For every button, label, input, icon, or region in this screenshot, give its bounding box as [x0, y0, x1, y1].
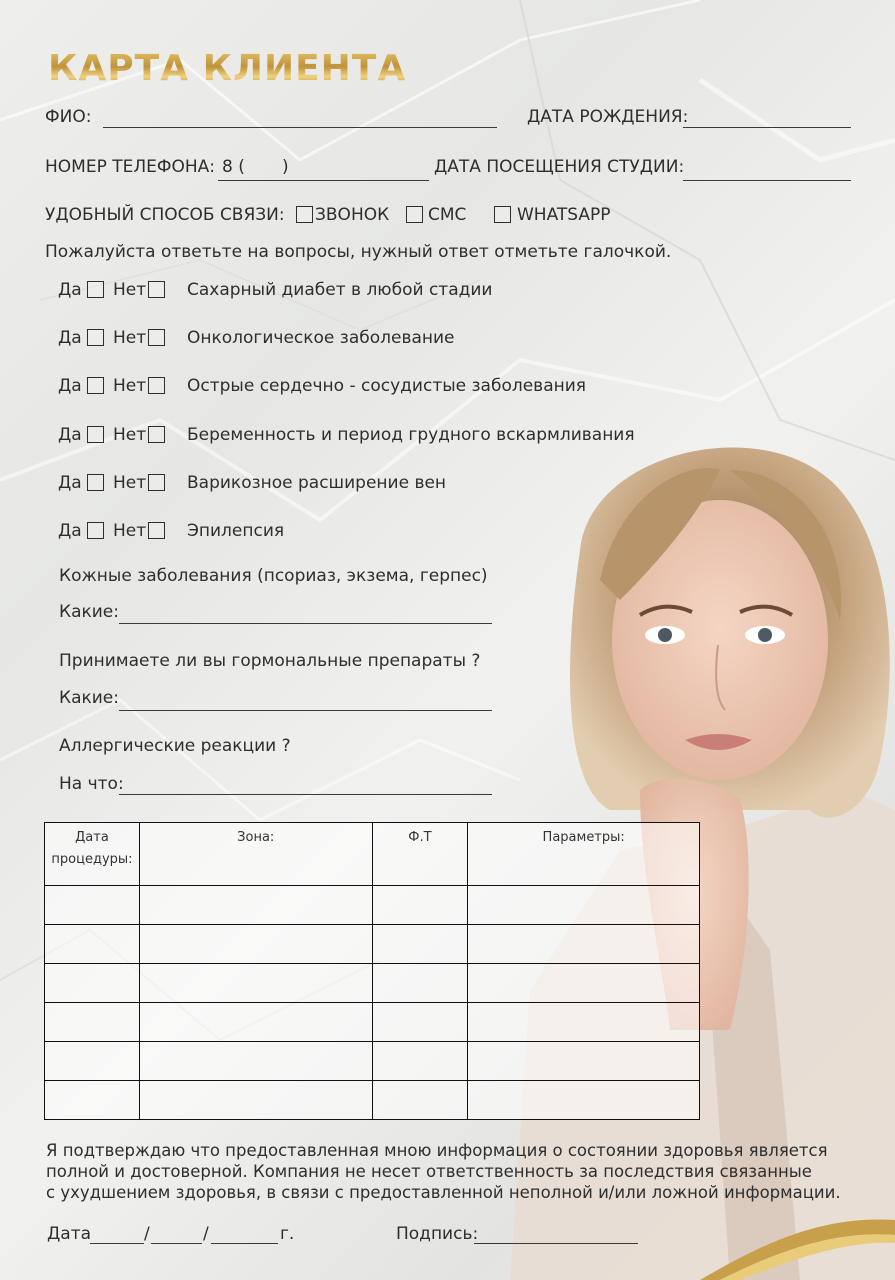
question-text: Эпилепсия: [187, 521, 285, 541]
signature-field[interactable]: [474, 1243, 638, 1244]
disclaimer-line: полной и достоверной. Компания не несет ответственность за последствия связанные: [46, 1162, 812, 1181]
table-cell[interactable]: [45, 1042, 140, 1081]
table-cell[interactable]: [139, 1081, 372, 1120]
checkbox-call[interactable]: [296, 206, 313, 223]
checkbox-whatsapp[interactable]: [494, 206, 511, 223]
no-label: Нет: [113, 328, 147, 348]
table-row: [45, 1081, 700, 1120]
table-cell[interactable]: [45, 1081, 140, 1120]
yes-label: Да: [58, 280, 82, 300]
table-cell[interactable]: [468, 886, 700, 925]
checkbox-yes[interactable]: [87, 377, 104, 394]
year-suffix: г.: [280, 1224, 295, 1244]
hormones-question: Принимаете ли вы гормональные препараты ?: [59, 651, 481, 671]
allergy-answer-field[interactable]: [119, 794, 492, 795]
skin-disease-answer-field[interactable]: [119, 623, 492, 624]
phone-close-paren: ): [282, 157, 289, 177]
contact-option-whatsapp: WHATSAPP: [517, 205, 611, 225]
checkbox-no[interactable]: [148, 329, 165, 346]
date-slash: /: [144, 1224, 150, 1244]
signature-label: Подпись:: [396, 1224, 479, 1244]
yes-label: Да: [58, 376, 82, 396]
header-ft: Ф.Т: [372, 823, 468, 886]
checkbox-yes[interactable]: [87, 329, 104, 346]
checkbox-yes[interactable]: [87, 522, 104, 539]
table-cell[interactable]: [45, 886, 140, 925]
phone-prefix: 8 (: [222, 157, 245, 177]
instructions-text: Пожалуйста ответьте на вопросы, нужный ответ отметьте галочкой.: [45, 242, 672, 262]
contact-option-call: ЗВОНОК: [315, 205, 390, 225]
table-cell[interactable]: [139, 964, 372, 1003]
header-procedure-date: Дата процедуры:: [45, 823, 140, 886]
header-zone: Зона:: [139, 823, 372, 886]
checkbox-no[interactable]: [148, 474, 165, 491]
table-cell[interactable]: [45, 964, 140, 1003]
table-cell[interactable]: [139, 1042, 372, 1081]
allergy-question: Аллергические реакции ?: [59, 736, 291, 756]
no-label: Нет: [113, 473, 147, 493]
date-year-field[interactable]: [211, 1243, 278, 1244]
skin-disease-answer-label: Какие:: [59, 602, 119, 622]
birth-date-field[interactable]: [683, 127, 851, 128]
yes-label: Да: [58, 328, 82, 348]
disclaimer-line: с ухудшением здоровья, в связи с предоставленной неполной и/или ложной информации.: [46, 1183, 841, 1202]
table-row: [45, 964, 700, 1003]
question-text: Острые сердечно - сосудистые заболевания: [187, 376, 587, 396]
question-text: Варикозное расширение вен: [187, 473, 447, 493]
table-cell[interactable]: [468, 1003, 700, 1042]
no-label: Нет: [113, 376, 147, 396]
table-cell[interactable]: [372, 886, 468, 925]
question-text: Онкологическое заболевание: [187, 328, 455, 348]
visit-date-field[interactable]: [683, 180, 851, 181]
checkbox-yes[interactable]: [87, 474, 104, 491]
visit-date-label: ДАТА ПОСЕЩЕНИЯ СТУДИИ:: [434, 157, 685, 177]
table-row: [45, 925, 700, 964]
question-text: Беременность и период грудного вскармливания: [187, 425, 635, 445]
question-text: Сахарный диабет в любой стадии: [187, 280, 493, 300]
checkbox-no[interactable]: [148, 377, 165, 394]
date-month-field[interactable]: [151, 1243, 202, 1244]
contact-method-label: УДОБНЫЙ СПОСОБ СВЯЗИ:: [45, 205, 285, 225]
checkbox-no[interactable]: [148, 522, 165, 539]
procedures-table: [44, 822, 700, 1120]
fio-label: ФИО:: [45, 107, 92, 127]
page-title: КАРТА КЛИЕНТА: [48, 48, 407, 89]
phone-field[interactable]: [218, 180, 429, 181]
table-cell[interactable]: [468, 1042, 700, 1081]
table-cell[interactable]: [372, 964, 468, 1003]
phone-label: НОМЕР ТЕЛЕФОНА:: [45, 157, 216, 177]
table-cell[interactable]: [139, 925, 372, 964]
checkbox-sms[interactable]: [406, 206, 423, 223]
date-day-field[interactable]: [90, 1243, 144, 1244]
table-cell[interactable]: [139, 1003, 372, 1042]
footer-date-label: Дата: [47, 1224, 92, 1244]
fio-field[interactable]: [103, 127, 497, 128]
header-parameters: Параметры:: [468, 823, 700, 886]
table-cell[interactable]: [372, 1003, 468, 1042]
skin-disease-question: Кожные заболевания (псориаз, экзема, герпес): [59, 566, 488, 586]
disclaimer-line: Я подтверждаю что предоставленная мною информация о состоянии здоровья является: [46, 1141, 828, 1160]
table-cell[interactable]: [468, 964, 700, 1003]
table-row: [45, 1042, 700, 1081]
table-cell[interactable]: [372, 1042, 468, 1081]
table-cell[interactable]: [45, 1003, 140, 1042]
contact-option-sms: СМС: [428, 205, 467, 225]
no-label: Нет: [113, 425, 147, 445]
gold-ribbon-decoration: [700, 1205, 895, 1280]
hormones-answer-field[interactable]: [119, 710, 492, 711]
hormones-answer-label: Какие:: [59, 688, 119, 708]
table-row: [45, 886, 700, 925]
table-cell[interactable]: [45, 925, 140, 964]
table-cell[interactable]: [372, 1081, 468, 1120]
checkbox-no[interactable]: [148, 426, 165, 443]
no-label: Нет: [113, 280, 147, 300]
no-label: Нет: [113, 521, 147, 541]
date-slash: /: [203, 1224, 209, 1244]
allergy-answer-label: На что:: [59, 774, 124, 794]
yes-label: Да: [58, 473, 82, 493]
checkbox-yes[interactable]: [87, 426, 104, 443]
checkbox-yes[interactable]: [87, 281, 104, 298]
yes-label: Да: [58, 425, 82, 445]
table-cell[interactable]: [468, 1081, 700, 1120]
birth-date-label: ДАТА РОЖДЕНИЯ:: [527, 107, 689, 127]
table-cell[interactable]: [468, 925, 700, 964]
disclaimer-text: [46, 1140, 866, 1203]
table-cell[interactable]: [139, 886, 372, 925]
table-cell[interactable]: [372, 925, 468, 964]
table-header-row: [45, 823, 700, 886]
table-row: [45, 1003, 700, 1042]
checkbox-no[interactable]: [148, 281, 165, 298]
yes-label: Да: [58, 521, 82, 541]
